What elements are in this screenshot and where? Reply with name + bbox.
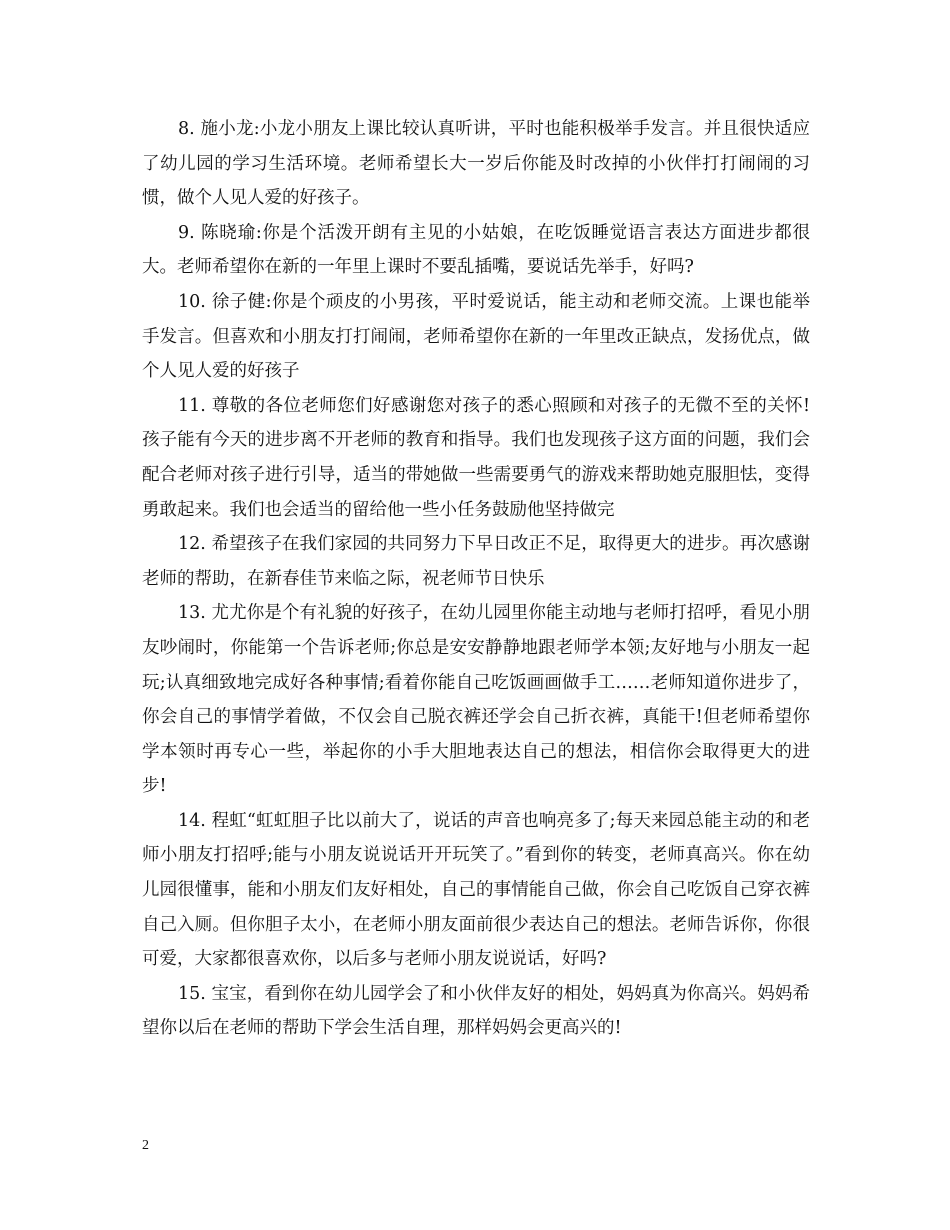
paragraph-11: 11. 尊敬的各位老师您们好感谢您对孩子的悉心照顾和对孩子的无微不至的关怀!孩子能有今天的进步离不开老师的教育和指导。我们也发现孩子这方面的问题，我们会配合老师对孩子进行引导，适当的带她做一些需要勇气的游戏来帮助她克服胆怯，变得勇敢起来。我们也会适当的留给他一些小任务鼓励他坚持做完 (142, 395, 810, 520)
paragraph-15: 15. 宝宝，看到你在幼儿园学会了和小伙伴友好的相处，妈妈真为你高兴。妈妈希望你以后在老师的帮助下学会生活自理，那样妈妈会更高兴的! (142, 983, 810, 1039)
paragraph-9: 9. 陈晓瑜:你是个活泼开朗有主见的小姑娘，在吃饭睡觉语言表达方面进步都很大。老师希望你在新的一年里上课时不要乱插嘴，要说话先举手，好吗? (142, 222, 810, 278)
paragraph-8: 8. 施小龙:小龙小朋友上课比较认真听讲，平时也能积极举手发言。并且很快适应了幼儿园的学习生活环境。老师希望长大一岁后你能及时改掉的小伙伴打打闹闹的习惯，做个人见人爱的好孩子。 (142, 119, 810, 209)
paragraph-12: 12. 希望孩子在我们家园的共同努力下早日改正不足，取得更大的进步。再次感谢老师的帮助，在新春佳节来临之际，祝老师节日快乐 (142, 534, 810, 589)
paragraph-10: 10. 徐子健:你是个顽皮的小男孩，平时爱说话，能主动和老师交流。上课也能举手发言。但喜欢和小朋友打打闹闹，老师希望你在新的一年里改正缺点，发扬优点，做个人见人爱的好孩子 (142, 291, 810, 382)
page-number: 2 (142, 1138, 149, 1153)
document-body (142, 112, 810, 1046)
paragraph-13: 13. 尤尤你是个有礼貌的好孩子，在幼儿园里你能主动地与老师打招呼，看见小朋友吵闹时，你能第一个告诉老师;你总是安安静静地跟老师学本领;友好地与小朋友一起玩;认真细致地完成好各种事情;看着你能自己吃饭画画做手工……老师知道你进步了，你会自己的事情学着做，不仅会自己脱衣裤还学会自己折衣裤，真能干!但老师希望你学本领时再专心一些，举起你的小手大胆地表达自己的想法，相信你会取得更大的进步! (142, 603, 810, 797)
paragraph-14: 14. 程虹“虹虹胆子比以前大了，说话的声音也响亮多了;每天来园总能主动的和老师小朋友打招呼;能与小朋友说说话开开玩笑了。”看到你的转变，老师真高兴。你在幼儿园很懂事，能和小朋友们友好相处，自己的事情能自己做，你会自己吃饭自己穿衣裤自己入厕。但你胆子太小，在老师小朋友面前很少表达自己的想法。老师告诉你，你很可爱，大家都很喜欢你，以后多与老师小朋友说说话，好吗? (142, 810, 810, 970)
